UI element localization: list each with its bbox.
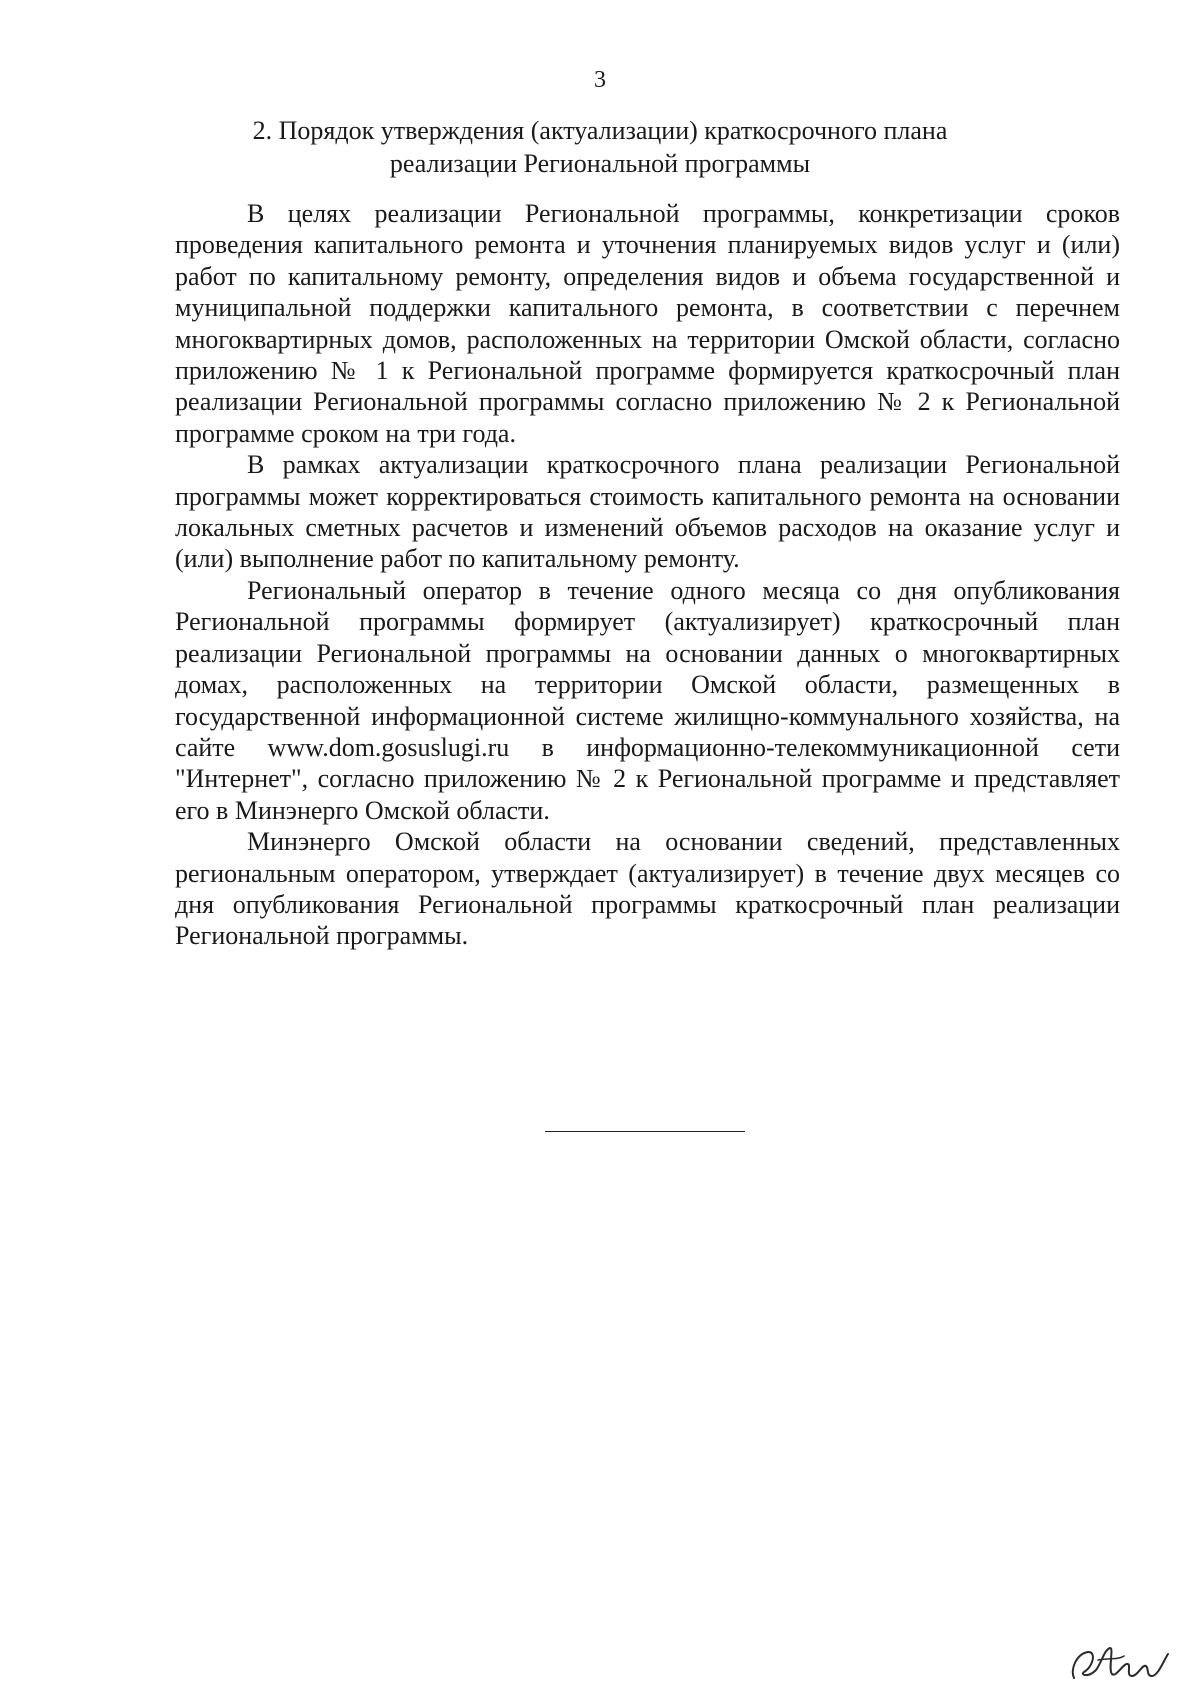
section-title bbox=[240, 114, 960, 180]
document-body bbox=[175, 198, 1120, 952]
closing-separator-line bbox=[545, 1131, 745, 1132]
paragraph-4: Минэнерго Омской области на основании сведений, представленных региональным оператором, утверждает (актуализирует) в течение двух месяцев со дня опубликования Региональной программы краткосрочный план реализации Региональной программы. bbox=[175, 827, 1120, 951]
section-title-line-1: 2. Порядок утверждения (актуализации) краткосрочного плана bbox=[252, 116, 948, 145]
paragraph-3: Региональный оператор в течение одного месяца со дня опубликования Региональной программы формирует (актуализирует) краткосрочный план реализации Региональной программы на основании данных о многоквартирных домах, расположенных на территории Омской области, размещенных в государственной информационной системе жилищно-коммунального хозяйства, на сайте www.dom.gosuslugi.ru в информационно-телекоммуникационной сети "Интернет", согласно приложению № 2 к Региональной программе и представляет его в Минэнерго Омской области. bbox=[175, 575, 1120, 825]
page-number: 3 bbox=[594, 67, 606, 93]
handwritten-signature bbox=[1068, 1640, 1178, 1686]
paragraph-1: В целях реализации Региональной программы, конкретизации сроков проведения капитального ремонта и уточнения планируемых видов услуг и (или) работ по капитальному ремонту, определения видов и объема государственной и муниципальной поддержки капитального ремонта, в соответствии с перечнем многоквартирных домов, расположенных на территории Омской области, согласно приложению № 1 к Региональной программе формируется краткосрочный план реализации Региональной программы согласно приложению № 2 к Региональной программе сроком на три года. bbox=[175, 199, 1120, 448]
section-title-line-2: реализации Региональной программы bbox=[389, 149, 811, 178]
paragraph-2: В рамках актуализации краткосрочного плана реализации Региональной программы может корректироваться стоимость капитального ремонта на основании локальных сметных расчетов и изменений объемов расходов на оказание услуг и (или) выполнение работ по капитальному ремонту. bbox=[175, 450, 1120, 574]
